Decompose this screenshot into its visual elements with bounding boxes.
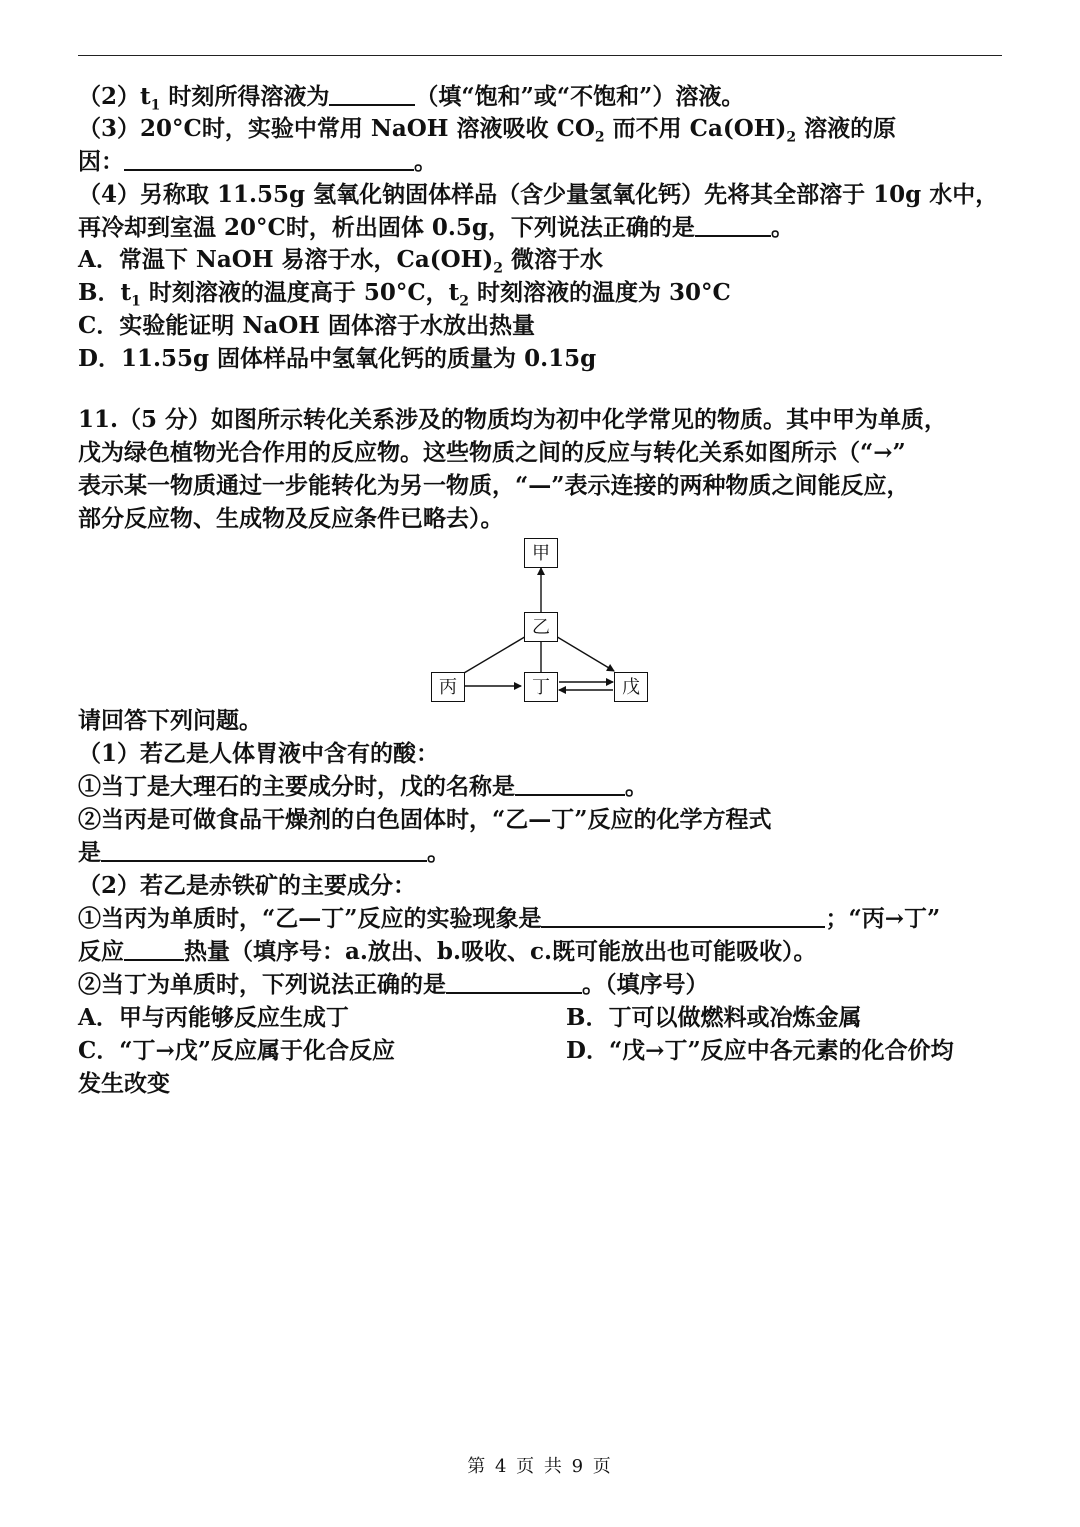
q10-option-c: C．实验能证明 NaOH 固体溶于水放出热量 <box>78 312 536 339</box>
q11-option-c: C．“丁→戊”反应属于化合反应 <box>78 1037 396 1064</box>
node-yi: 乙 <box>524 612 558 642</box>
q10-part3-line1: （3）20°C时，实验中常用 NaOH 溶液吸收 $CO_2$ 而不用 $Ca(OH)_2$ 溶液的原 <box>78 115 897 146</box>
q10-option-b: B．$t_1$ 时刻溶液的温度高于 50°C，$t_2$ 时刻溶液的温度为 30°C <box>78 279 731 310</box>
q11-intro-line1: 11.（5 分）如图所示转化关系涉及的物质均为初中化学常见的物质。其中甲为单质， <box>78 406 948 433</box>
q10-part3-line2: 因： 。 <box>78 148 437 175</box>
q11-intro-line4: 部分反应物、生成物及反应条件已略去）。 <box>78 505 504 532</box>
q11-option-d-cont: 发生改变 <box>78 1070 170 1097</box>
q11-option-d: D．“戊→丁”反应中各元素的化合价均 <box>566 1037 954 1064</box>
q10-part4-line1: （4）另称取 11.55g 氢氧化钠固体样品（含少量氢氧化钙）先将其全部溶于 10g 水中， <box>78 181 999 208</box>
answer-blank[interactable] <box>446 970 582 994</box>
q11-ask: 请回答下列问题。 <box>78 707 262 734</box>
node-ding: 丁 <box>524 672 558 702</box>
line-yi-bing <box>464 635 528 673</box>
q10-option-d: D．11.55g 固体样品中氢氧化钙的质量为 0.15g <box>78 345 597 372</box>
q11-sub2-q2: ②当丁为单质时，下列说法正确的是 。（填序号） <box>78 971 709 998</box>
answer-blank[interactable] <box>515 772 625 796</box>
node-bing: 丙 <box>431 672 465 702</box>
arrow-yi-to-wu <box>554 635 614 671</box>
answer-blank[interactable] <box>329 82 415 106</box>
q10-part4-line2: 再冷却到室温 20°C时，析出固体 0.5g，下列说法正确的是 。 <box>78 214 794 241</box>
q10-part2: $(2)t_1$ 时刻所得溶液为 （填“饱和”或“不饱和”）溶液。 <box>78 83 745 114</box>
node-jia: 甲 <box>524 538 558 568</box>
q11-option-a: A．甲与丙能够反应生成丁 <box>78 1004 349 1031</box>
answer-blank[interactable] <box>541 904 825 928</box>
q11-sub1-q2-line2: 是 。 <box>78 839 450 866</box>
answer-blank[interactable] <box>101 838 427 862</box>
q11-sub1-q1: ①当丁是大理石的主要成分时，戊的名称是 。 <box>78 773 648 800</box>
q11-intro-line2: 戊为绿色植物光合作用的反应物。这些物质之间的反应与转化关系如图所示（“→” <box>78 439 906 466</box>
page-footer: 第 4 页 共 9 页 <box>467 1456 613 1477</box>
q11-sub2-q1-line1: ①当丙为单质时，“乙—丁”反应的实验现象是 ；“丙→丁” <box>78 905 941 932</box>
header-rule <box>78 55 1002 56</box>
q10-option-a: A．常温下 NaOH 易溶于水，$Ca(OH)_2$ 微溶于水 <box>78 246 604 277</box>
answer-blank[interactable] <box>695 213 771 237</box>
q11-sub1: （1）若乙是人体胃液中含有的酸： <box>78 740 440 767</box>
q11-sub1-q2-line1: ②当丙是可做食品干燥剂的白色固体时，“乙—丁”反应的化学方程式 <box>78 806 772 833</box>
answer-blank[interactable] <box>124 147 414 171</box>
q11-option-b: B．丁可以做燃料或冶炼金属 <box>566 1004 862 1031</box>
q11-intro-line3: 表示某一物质通过一步能转化为另一物质，“—”表示连接的两种物质之间能反应， <box>78 472 910 499</box>
q11-sub2-q1-line2: 反应 热量（填序号：a.放出、b.吸收、c.既可能放出也可能吸收）。 <box>78 938 817 965</box>
answer-blank[interactable] <box>124 937 184 961</box>
node-wu: 戊 <box>614 672 648 702</box>
q11-sub2: （2）若乙是赤铁矿的主要成分： <box>78 872 417 899</box>
